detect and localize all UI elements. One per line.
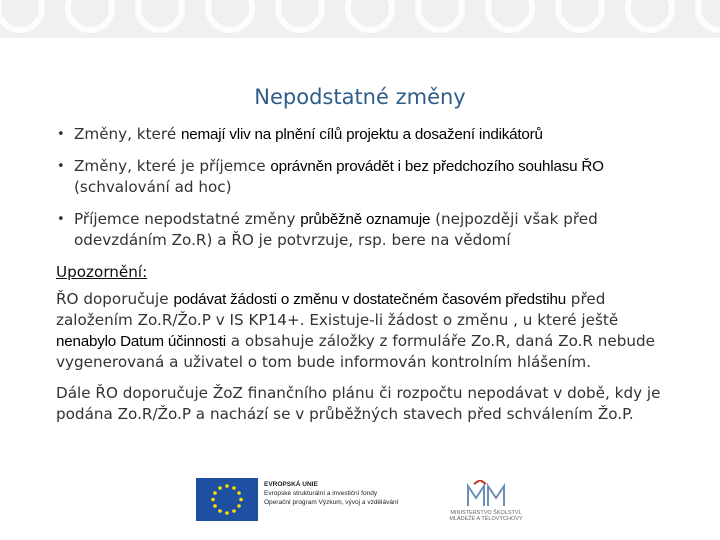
bullet-item: • Změny, které je příjemce oprávněn provádět i bez předchozího souhlasu ŘO (schvalování ad hoc) (57, 157, 604, 196)
eu-logo-text: EVROPSKÁ UNIE Evropské strukturální a investiční fondy Operační program Výzkum, vývoj a vzdělávání (264, 481, 399, 506)
bullet-list (56, 124, 676, 251)
msmt-logo-icon (444, 480, 524, 510)
slide-content (56, 124, 676, 435)
pattern-icon (0, 0, 720, 38)
paragraph-recommendation: ŘO doporučuje podávat žádosti o změnu v dostatečném časovém předstihu před založením Zo.R/Žo.P v IS KP14+. Existuje-li žádost o změnu , u které ještě nenabylo Datum účinnosti a obsahuje záložky z formuláře Zo.R, daná Zo.R nebude vygenerovaná a uživatel o tom bude informován kontrolním hlášením. (56, 290, 656, 371)
warning-heading: Upozornění: (56, 263, 148, 281)
bullet-item: • Změny, které nemají vliv na plnění cílů projektu a dosažení indikátorů (57, 125, 543, 143)
eu-flag-icon (196, 478, 258, 521)
slide-title: Nepodstatné změny (254, 85, 466, 109)
bullet-item: • Příjemce nepodstatné změny průběžně oznamuje (nejpozději však před odevzdáním Zo.R) a ŘO je potvrzuje, rsp. bere na vědomí (57, 210, 598, 249)
decorative-header-band (0, 0, 720, 38)
bullet-icon: • (57, 127, 65, 142)
footer-logos (196, 476, 526, 526)
bullet-icon: • (57, 159, 65, 174)
bullet-icon: • (57, 212, 65, 227)
paragraph-note: Dále ŘO doporučuje ŽoZ finančního plánu či rozpočtu nepodávat v době, kdy je podána Zo.R/Žo.P a nachází se v průběžných stavech před schválením Žo.P. (56, 384, 661, 423)
msmt-logo: MINISTERSTVO ŠKOLSTVÍ, MLÁDEŽE A TĚLOVÝCHOVY (444, 480, 524, 524)
